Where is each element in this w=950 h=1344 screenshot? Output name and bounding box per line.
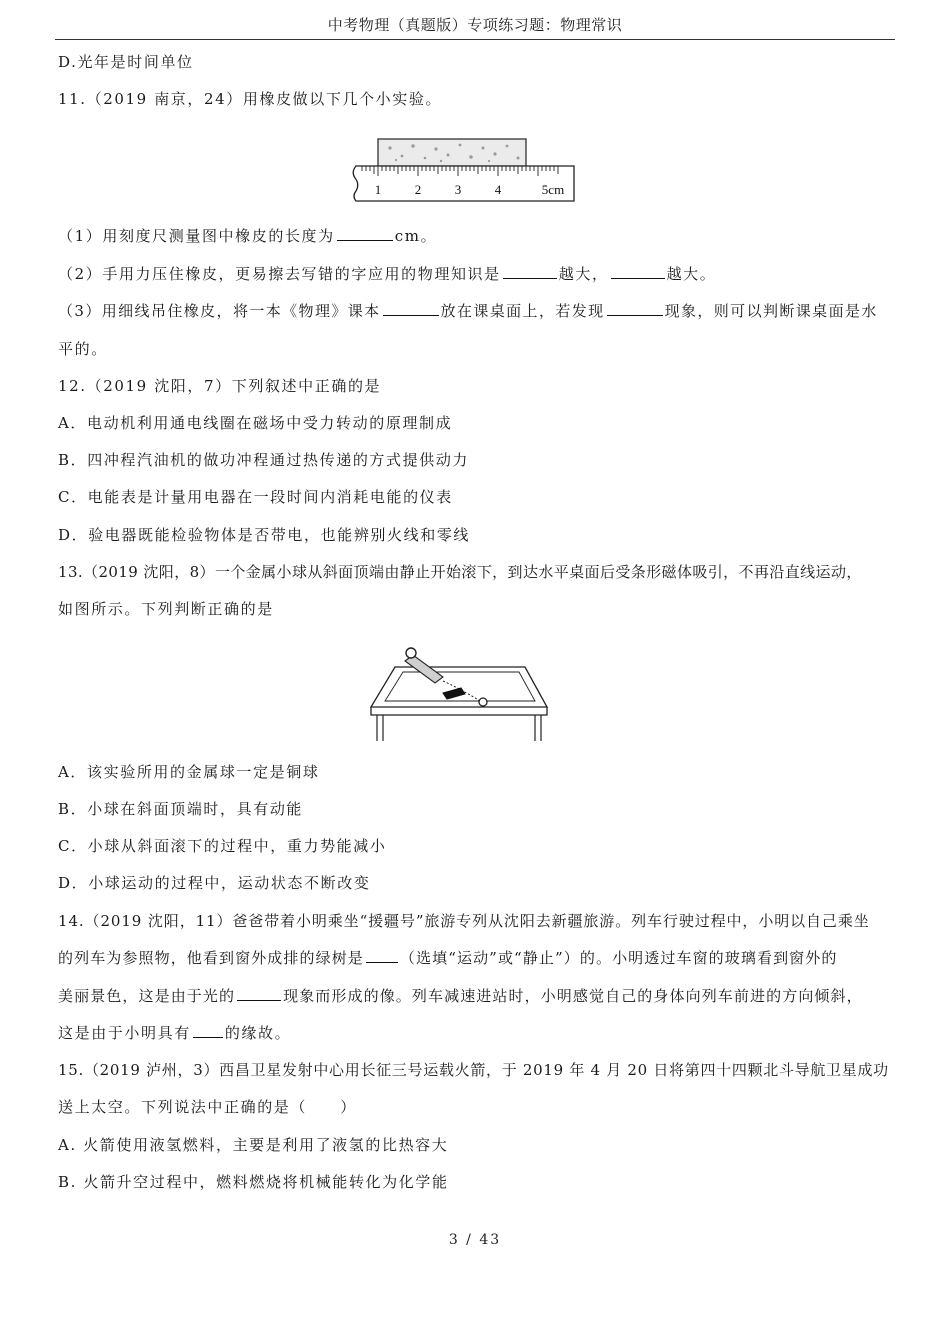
- question-12-stem: 12.（2019 沈阳，7）下列叙述中正确的是: [58, 377, 382, 395]
- answer-blank: [366, 948, 398, 963]
- question-15-stem: 15.（2019 泸州，3）西昌卫星发射中心用长征三号运载火箭，于 2019 年 4 月 20 日将第四十四颗北斗导航卫星成功: [58, 1061, 889, 1079]
- header-divider: [55, 39, 895, 40]
- table-leg-left: [377, 715, 383, 741]
- q14-line4-text: 这是由于小明具有: [58, 1024, 191, 1042]
- ruler-eraser-figure: [350, 136, 580, 204]
- q14-line2-rest: （选填“运动”或“静止”）的。小明透过车窗的玻璃看到窗外的: [399, 949, 838, 967]
- q12-option-d: D．验电器既能检验物体是否带电，也能辨别火线和零线: [58, 526, 471, 544]
- table-leg-right: [535, 715, 541, 741]
- answer-blank: [337, 226, 393, 241]
- eraser: [378, 139, 526, 166]
- page-number: 3 / 43: [448, 1232, 502, 1248]
- q11-part2-end: 越大。: [666, 265, 717, 283]
- q13-option-b: B．小球在斜面顶端时，具有动能: [58, 800, 304, 818]
- ruler-label-2: 2: [414, 182, 422, 197]
- q11-part1-unit: cm。: [394, 227, 438, 245]
- q15-option-a: A. 火箭使用液氢燃料，主要是利用了液氢的比热容大: [58, 1136, 449, 1154]
- answer-blank: [611, 264, 665, 279]
- q11-part2: [58, 264, 716, 284]
- q15-option-b: B. 火箭升空过程中，燃料燃烧将机械能转化为化学能: [58, 1173, 449, 1191]
- ball-end: [479, 698, 487, 706]
- question-14-stem: 14.（2019 沈阳，11）爸爸带着小明乘坐“援疆号”旅游专列从沈阳去新疆旅游。列车行驶过程中，小明以自己乘坐: [58, 912, 870, 930]
- q13-option-a: A．该实验所用的金属球一定是铜球: [58, 763, 320, 781]
- answer-blank: [607, 301, 663, 316]
- option-d-q10: D.光年是时间单位: [58, 53, 194, 71]
- ball-ramp-magnet-figure: [365, 645, 550, 745]
- ruler-label-4: 4: [494, 182, 502, 197]
- question-13-stem: 13.（2019 沈阳，8）一个金属小球从斜面顶端由静止开始滚下，到达水平桌面后受条形磁体吸引，不再沿直线运动，: [58, 563, 862, 581]
- q11-part2-text: （2）手用力压住橡皮，更易擦去写错的字应用的物理知识是: [58, 265, 501, 283]
- q11-part3: [58, 301, 878, 321]
- q14-line3-text: 美丽景色，这是由于光的: [58, 987, 236, 1005]
- q11-part3-end: 现象，则可以判断课桌面是水: [664, 302, 878, 320]
- q11-part3-mid: 放在课桌面上，若发现: [440, 302, 605, 320]
- q14-line2: [58, 948, 837, 968]
- q11-part2-mid: 越大，: [558, 265, 609, 283]
- q13-option-c: C．小球从斜面滚下的过程中，重力势能减小: [58, 837, 387, 855]
- question-11-stem: 11.（2019 南京，24）用橡皮做以下几个小实验。: [58, 90, 443, 108]
- answer-blank: [383, 301, 439, 316]
- q14-line2-text: 的列车为参照物，他看到窗外成排的绿树是: [58, 949, 364, 967]
- answer-blank: [237, 986, 281, 1001]
- q14-line3-rest: 现象而形成的像。列车减速进站时，小明感觉自己的身体向列车前进的方向倾斜，: [283, 987, 863, 1005]
- question-13-stem-cont: 如图所示。下列判断正确的是: [58, 600, 274, 618]
- ruler-label-1: 1: [374, 182, 382, 197]
- ruler-label-5cm: 5cm: [541, 182, 565, 197]
- q14-line4-rest: 的缘故。: [224, 1024, 292, 1042]
- question-15-stem-cont: 送上太空。下列说法中正确的是（ ）: [58, 1098, 357, 1116]
- q12-option-c: C．电能表是计量用电器在一段时间内消耗电能的仪表: [58, 488, 453, 506]
- q12-option-a: A．电动机利用通电线圈在磁场中受力转动的原理制成: [58, 414, 453, 432]
- q11-part3-cont: 平的。: [58, 340, 108, 358]
- q12-option-b: B．四冲程汽油机的做功冲程通过热传递的方式提供动力: [58, 451, 470, 469]
- ruler-label-3: 3: [454, 182, 462, 197]
- table-inner: [385, 672, 535, 701]
- q14-line3: [58, 986, 863, 1006]
- q13-option-d: D．小球运动的过程中，运动状态不断改变: [58, 874, 371, 892]
- q11-part1: [58, 226, 437, 246]
- q11-part1-text: （1）用刻度尺测量图中橡皮的长度为: [58, 227, 335, 245]
- q11-part3-text: （3）用细线吊住橡皮，将一本《物理》课本: [58, 302, 381, 320]
- answer-blank: [193, 1023, 223, 1038]
- answer-blank: [503, 264, 557, 279]
- page-header: 中考物理（真题版）专项练习题：物理常识: [327, 16, 623, 34]
- ball-start: [406, 648, 416, 658]
- q14-line4: [58, 1023, 291, 1043]
